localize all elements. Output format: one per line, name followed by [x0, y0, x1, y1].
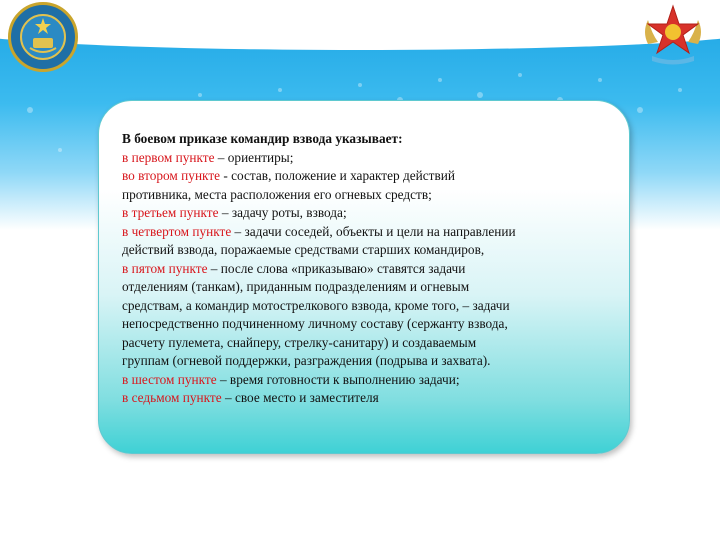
item-7-text: – свое место и заместителя — [221, 390, 379, 405]
item-3-text: – задачу роты, взвода; — [218, 205, 347, 220]
item-2-text: - состав, положение и характер действий — [220, 168, 455, 183]
item-5-text: – после слова «приказываю» ставятся задачи — [207, 260, 466, 276]
item-7-label: в седьмом пункте — [122, 390, 222, 405]
item-2-label: во втором пункте — [122, 168, 221, 183]
item-4-text: – задачи соседей, объекты и цели на направлении — [231, 223, 516, 239]
heading: В боевом приказе командир взвода указывает: — [122, 131, 403, 146]
item-1-label: в первом пункте — [122, 149, 215, 165]
item-4-label: в четвертом пункте — [122, 223, 232, 239]
item-7 — [122, 389, 612, 408]
item-2 — [122, 167, 612, 186]
item-5-cont-5: группам (огневой поддержки, разграждения (подрыва и захвата). — [122, 353, 491, 368]
item-4-cont: действий взвода, поражаемые средствами старших командиров, — [122, 242, 485, 257]
item-2-cont: противника, места расположения его огневых средств; — [122, 186, 432, 202]
order-text-block — [122, 130, 612, 408]
item-1-text: – ориентиры; — [214, 149, 294, 165]
item-4 — [122, 223, 612, 242]
item-6-label: в шестом пункте — [122, 371, 217, 387]
item-5-cont-4: расчету пулемета, снайперу, стрелку-санитару) и создаваемым — [122, 334, 477, 350]
academy-emblem-icon — [8, 2, 78, 72]
item-3 — [122, 204, 612, 223]
item-6 — [122, 371, 612, 390]
army-star-emblem-icon — [638, 4, 708, 66]
item-5-label: в пятом пункте — [122, 260, 208, 276]
item-5 — [122, 260, 612, 279]
item-6-text: – время готовности к выполнению задачи; — [216, 371, 460, 387]
item-5-cont-2: средствам, а командир мотострелкового взвода, кроме того, – задачи — [122, 297, 510, 313]
academy-emblem-graphic — [8, 2, 78, 72]
item-5-cont-3: непосредственно подчиненному личному составу (сержанту взвода, — [122, 316, 508, 331]
item-5-cont-1: отделениям (танкам), приданным подразделениям и огневым — [122, 279, 470, 294]
item-3-label: в третьем пункте — [122, 205, 219, 220]
item-1 — [122, 149, 612, 168]
